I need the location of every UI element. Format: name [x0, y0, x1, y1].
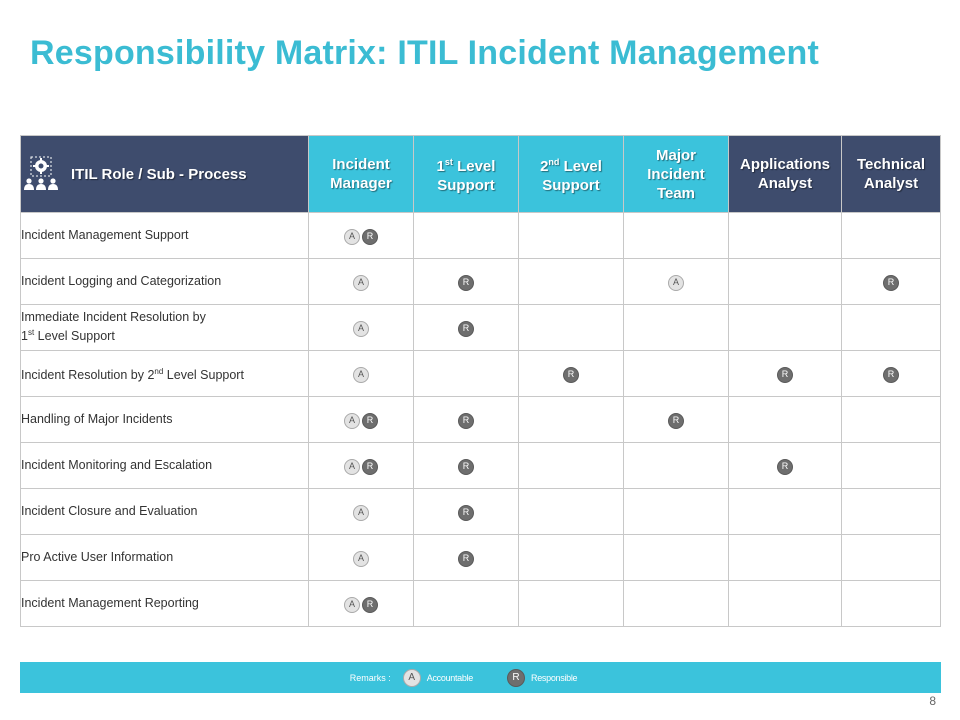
accountable-badge-icon: A	[344, 413, 360, 429]
matrix-cell	[414, 489, 519, 535]
table-row	[21, 489, 941, 535]
responsible-label: Responsible	[531, 672, 578, 683]
responsible-badge-icon: R	[458, 505, 474, 521]
table-row	[21, 535, 941, 581]
table-row	[21, 213, 941, 259]
responsible-badge-icon: R	[507, 669, 525, 687]
table-row	[21, 443, 941, 489]
matrix-cell	[309, 305, 414, 351]
matrix-cell	[842, 397, 941, 443]
sub-process-label: Handling of Major Incidents	[21, 397, 309, 443]
matrix-cell	[842, 489, 941, 535]
raci-badges	[458, 551, 474, 567]
table-row	[21, 397, 941, 443]
matrix-cell	[842, 351, 941, 397]
responsible-badge-icon: R	[458, 551, 474, 567]
responsible-badge-icon: R	[458, 413, 474, 429]
responsible-badge-icon: R	[883, 367, 899, 383]
responsibility-matrix-table	[20, 135, 941, 627]
raci-badges	[883, 367, 899, 383]
matrix-cell	[414, 443, 519, 489]
sub-process-label: Incident Monitoring and Escalation	[21, 443, 309, 489]
raci-badges	[344, 459, 378, 475]
column-header-technical-analyst: Technical Analyst	[842, 136, 941, 213]
accountable-badge-icon: A	[353, 367, 369, 383]
raci-badges	[344, 413, 378, 429]
matrix-cell	[729, 489, 842, 535]
sub-process-label: Incident Closure and Evaluation	[21, 489, 309, 535]
matrix-cell	[842, 305, 941, 351]
matrix-cell	[519, 535, 624, 581]
table-row	[21, 259, 941, 305]
column-header-2nd-level-support: 2nd Level Support	[519, 136, 624, 213]
matrix-cell	[624, 489, 729, 535]
responsible-badge-icon: R	[458, 459, 474, 475]
matrix-cell	[519, 581, 624, 627]
legend-title: Remarks :	[349, 672, 391, 683]
accountable-badge-icon: A	[344, 459, 360, 475]
matrix-cell	[729, 351, 842, 397]
column-header-major-incident-team: Major Incident Team	[624, 136, 729, 213]
matrix-cell	[309, 443, 414, 489]
responsible-badge-icon: R	[883, 275, 899, 291]
matrix-cell	[414, 213, 519, 259]
matrix-cell	[624, 213, 729, 259]
table-row	[21, 351, 941, 397]
raci-badges	[458, 321, 474, 337]
matrix-cell	[309, 213, 414, 259]
page-number: 8	[929, 694, 936, 708]
sub-process-label: Immediate Incident Resolution by 1st Level Support	[21, 305, 309, 351]
matrix-cell	[624, 397, 729, 443]
legend-bar	[20, 662, 941, 693]
column-header-1st-level-support: 1st Level Support	[414, 136, 519, 213]
accountable-badge-icon: A	[668, 275, 684, 291]
matrix-cell	[309, 397, 414, 443]
raci-badges	[344, 229, 378, 245]
accountable-label: Accountable	[426, 672, 474, 683]
raci-badges	[883, 275, 899, 291]
matrix-cell	[624, 259, 729, 305]
accountable-badge-icon: A	[344, 229, 360, 245]
matrix-cell	[519, 489, 624, 535]
responsible-badge-icon: R	[777, 367, 793, 383]
matrix-cell	[842, 535, 941, 581]
raci-badges	[353, 367, 369, 383]
matrix-cell	[519, 305, 624, 351]
matrix-cell	[309, 259, 414, 305]
responsible-badge-icon: R	[458, 275, 474, 291]
raci-badges	[353, 551, 369, 567]
team-process-icon	[21, 154, 61, 194]
matrix-cell	[729, 581, 842, 627]
matrix-cell	[842, 213, 941, 259]
matrix-cell	[414, 351, 519, 397]
matrix-cell	[414, 305, 519, 351]
matrix-cell	[414, 535, 519, 581]
raci-badges	[458, 413, 474, 429]
matrix-cell	[519, 351, 624, 397]
responsible-badge-icon: R	[362, 459, 378, 475]
table-row	[21, 305, 941, 351]
matrix-cell	[309, 489, 414, 535]
raci-badges	[668, 275, 684, 291]
matrix-cell	[729, 535, 842, 581]
raci-badges	[777, 459, 793, 475]
matrix-cell	[624, 305, 729, 351]
matrix-cell	[309, 351, 414, 397]
page-title: Responsibility Matrix: ITIL Incident Management	[30, 34, 819, 72]
raci-badges	[458, 459, 474, 475]
responsible-badge-icon: R	[362, 413, 378, 429]
matrix-cell	[842, 443, 941, 489]
role-column-label: ITIL Role / Sub - Process	[71, 165, 247, 183]
matrix-cell	[624, 535, 729, 581]
header-row	[21, 136, 941, 213]
column-header-applications-analyst: Applications Analyst	[729, 136, 842, 213]
raci-badges	[777, 367, 793, 383]
table-row	[21, 581, 941, 627]
matrix-cell	[519, 259, 624, 305]
ordinal-suffix: st	[27, 328, 35, 338]
matrix-cell	[729, 443, 842, 489]
raci-badges	[353, 275, 369, 291]
responsible-badge-icon: R	[668, 413, 684, 429]
sub-process-label: Incident Resolution by 2nd Level Support	[21, 351, 309, 397]
sub-process-label: Incident Management Reporting	[21, 581, 309, 627]
matrix-cell	[842, 259, 941, 305]
matrix-cell	[729, 305, 842, 351]
ordinal-suffix: nd	[154, 366, 164, 376]
responsible-badge-icon: R	[362, 597, 378, 613]
responsible-badge-icon: R	[458, 321, 474, 337]
sub-process-label: Incident Management Support	[21, 213, 309, 259]
raci-badges	[668, 413, 684, 429]
role-column-header	[21, 136, 309, 213]
ordinal-suffix: nd	[548, 157, 560, 167]
responsible-badge-icon: R	[563, 367, 579, 383]
sub-process-label: Incident Logging and Categorization	[21, 259, 309, 305]
accountable-badge-icon: A	[353, 551, 369, 567]
matrix-cell	[624, 351, 729, 397]
raci-badges	[458, 275, 474, 291]
matrix-cell	[624, 443, 729, 489]
column-header-incident-manager: Incident Manager	[309, 136, 414, 213]
raci-badges	[458, 505, 474, 521]
responsible-badge-icon: R	[362, 229, 378, 245]
accountable-badge-icon: A	[353, 275, 369, 291]
matrix-cell	[519, 397, 624, 443]
matrix-cell	[519, 213, 624, 259]
accountable-badge-icon: A	[353, 505, 369, 521]
matrix-cell	[729, 397, 842, 443]
accountable-badge-icon: A	[344, 597, 360, 613]
raci-badges	[563, 367, 579, 383]
matrix-cell	[309, 581, 414, 627]
matrix-cell	[309, 535, 414, 581]
accountable-badge-icon: A	[403, 669, 421, 687]
matrix-cell	[519, 443, 624, 489]
matrix-cell	[414, 397, 519, 443]
accountable-badge-icon: A	[353, 321, 369, 337]
matrix-cell	[729, 259, 842, 305]
raci-badges	[344, 597, 378, 613]
matrix-cell	[414, 259, 519, 305]
matrix-cell	[624, 581, 729, 627]
raci-badges	[353, 321, 369, 337]
matrix-body	[21, 213, 941, 627]
matrix-cell	[842, 581, 941, 627]
ordinal-suffix: st	[444, 157, 453, 167]
sub-process-label: Pro Active User Information	[21, 535, 309, 581]
raci-badges	[353, 505, 369, 521]
responsible-badge-icon: R	[777, 459, 793, 475]
matrix-cell	[729, 213, 842, 259]
matrix-cell	[414, 581, 519, 627]
